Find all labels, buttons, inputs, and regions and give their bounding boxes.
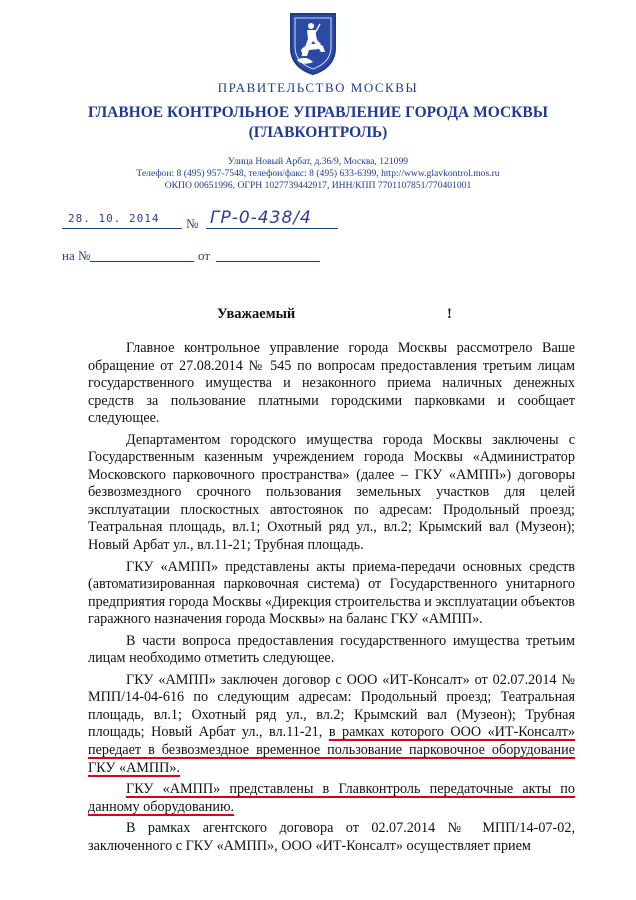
organization-name: ГЛАВНОЕ КОНТРОЛЬНОЕ УПРАВЛЕНИЕ ГОРОДА МОСКВЫ <box>88 104 548 121</box>
organization-address: Улица Новый Арбат, д.36/9, Москва, 121099 <box>227 156 409 167</box>
paragraph-it-consult-contract <box>88 672 575 777</box>
contract-text: ГКУ «АМПП» заключен договор с ООО «ИТ-Консалт» от 02.07.2014 № МПП/14-04-616 по следующим адресам: Продольный проезд; Театральная площадь, вл.1; Охотный ряд ул., вл.2; Крымский вал (Музеон); Трубная площадь; Новый Арбат ул., вл.11-21, <box>88 671 575 741</box>
organization-contacts: Телефон: 8 (495) 957-7548, телефон/факс: 8 (495) 633-6399, http://www.glavkontrol.mos.ru <box>136 168 500 179</box>
date-underline <box>62 228 182 229</box>
paragraph-request: Главное контрольное управление города Москвы рассмотрело Ваше обращение от 27.08.2014 № 545 по вопросам предоставления третьим лицам государственного имущества и незаконного приема наличных денежных средств за пользование платными городскими парковками и сообщает следующее. <box>88 340 575 427</box>
reference-number-label: на № <box>62 248 91 263</box>
registration-date: 28. 10. 2014 <box>68 212 160 225</box>
reference-row <box>62 248 342 268</box>
organization-short-name: (ГЛАВКОНТРОЛЬ) <box>248 124 388 141</box>
moscow-coat-of-arms-icon <box>287 10 339 76</box>
paragraph-land-agreements: Департаментом городского имущества города Москвы заключены с Государственным казенным учреждением города Москвы «Администратор Московского парковочного пространства» (далее – ГКУ «АМПП») договоры безвозмездного срочного пользования земельных участков для целей эксплуатации плоскостных автостоянок по адресам: Продольный проезд; Театральная площадь, вл.1; Охотный ряд ул., вл.2; Крымский вал (Музеон); Новый Арбат ул., вл.11-21; Трубная площадь. <box>88 431 575 554</box>
highlighted-transfer-text: в рамках которого ООО «ИТ-Консалт» передает в безвозмездное временное пользование парковочное оборудование ГКУ «АМПП». <box>88 724 576 776</box>
greeting-exclamation: ! <box>447 306 452 322</box>
registration-number: ГР-0-438/4 <box>210 208 312 228</box>
highlighted-handover-text: ГКУ «АМПП» представлены в Главконтроль передаточные акты по данному оборудованию. <box>88 781 575 815</box>
number-label: № <box>186 216 199 231</box>
letter-body <box>88 340 575 855</box>
number-underline <box>206 228 338 229</box>
registration-row <box>62 208 342 238</box>
reference-date-label: от <box>198 248 211 263</box>
greeting: Уважаемый <box>217 306 296 322</box>
paragraph-transfer-acts: ГКУ «АМПП» представлены акты приема-передачи основных средств (автоматизированная парковочная система) от Государственного унитарного предприятия города Москвы «Дирекция строительства и эксплуатации объектов гаражного назначения города Москвы» на баланс ГКУ «АМПП». <box>88 558 575 628</box>
organization-ids: ОКПО 00651996, ОГРН 1027739442917, ИНН/КПП 7701107851/770401001 <box>164 180 472 191</box>
reference-number-blank <box>90 261 194 262</box>
reference-date-blank <box>216 261 320 262</box>
paragraph-third-parties: В части вопроса предоставления государственного имущества третьим лицам необходимо отметить следующее. <box>88 632 575 667</box>
paragraph-agency-agreement: В рамках агентского договора от 02.07.2014 № МПП/14-07-02, заключенного с ГКУ «АМПП», ООО «ИТ-Консалт» осуществляет прием <box>88 820 575 854</box>
paragraph-handover-acts <box>88 781 575 816</box>
government-name: ПРАВИТЕЛЬСТВО МОСКВЫ <box>217 80 419 95</box>
